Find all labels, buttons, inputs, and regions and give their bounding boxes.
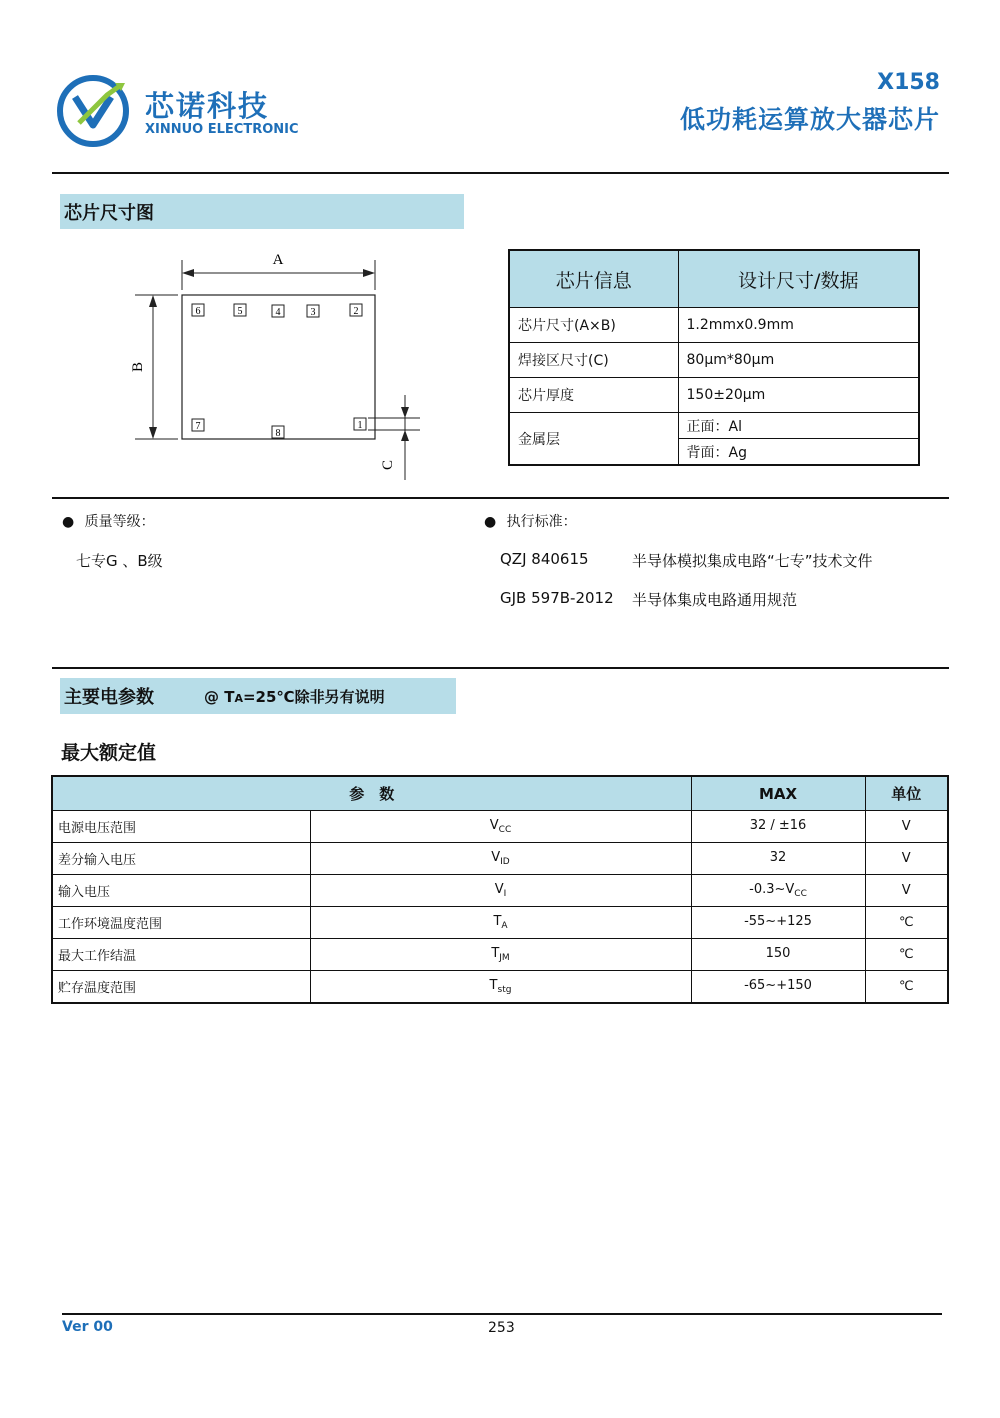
chip-dimension-diagram xyxy=(120,245,440,490)
header-divider xyxy=(52,172,949,174)
info-name: 芯片尺寸(A×B) xyxy=(509,308,678,343)
section-divider xyxy=(52,497,949,499)
pad-label: 7 xyxy=(195,421,201,432)
param-max: -55~+125 xyxy=(691,907,865,939)
standard-desc: 半导体集成电路通用规范 xyxy=(632,591,798,609)
param-symbol: $T_{stg}$ xyxy=(310,971,691,1004)
param-symbol: $T_A$ xyxy=(310,907,691,939)
section-divider xyxy=(52,667,949,669)
footer-divider xyxy=(62,1313,942,1315)
param-name: 贮存温度范围 xyxy=(52,971,310,1004)
pad-label: 3 xyxy=(310,307,316,318)
param-header: 参 数 xyxy=(52,776,691,811)
product-model: X158 xyxy=(877,70,940,95)
page-number: 253 xyxy=(488,1320,515,1336)
param-unit: V xyxy=(865,843,948,875)
quality-label: ● 质量等级： xyxy=(62,514,155,530)
info-name: 芯片厚度 xyxy=(509,378,678,413)
param-unit: ℃ xyxy=(865,939,948,971)
param-name: 输入电压 xyxy=(52,875,310,907)
table-row xyxy=(509,308,919,343)
info-value: 150±20μm xyxy=(678,378,919,413)
company-logo xyxy=(55,73,131,149)
metal-front: 正面：Al xyxy=(678,413,919,439)
table-row xyxy=(52,811,948,843)
logo-emblem-icon xyxy=(55,73,131,149)
company-name-en: XINNUO ELECTRONIC xyxy=(145,122,299,137)
param-symbol: $V_{ID}$ xyxy=(310,843,691,875)
param-symbol: $T_{JM}$ xyxy=(310,939,691,971)
metal-back: 背面：Ag xyxy=(678,439,919,466)
electrical-condition: @ TA=25℃除非另有说明 xyxy=(204,687,385,706)
param-name: 最大工作结温 xyxy=(52,939,310,971)
quality-value: 七专G 、B级 xyxy=(76,552,163,570)
pad-label: 1 xyxy=(357,420,363,431)
pad-label: 6 xyxy=(195,306,201,317)
dimension-a-label: A xyxy=(272,252,284,268)
table-row xyxy=(52,843,948,875)
pad-label: 2 xyxy=(353,306,359,317)
param-unit: V xyxy=(865,875,948,907)
max-header: MAX xyxy=(691,776,865,811)
chip-info-header: 芯片信息 xyxy=(509,250,678,308)
param-name: 电源电压范围 xyxy=(52,811,310,843)
dimension-b-label: B xyxy=(130,361,146,373)
table-row xyxy=(509,343,919,378)
param-max: 32 xyxy=(691,843,865,875)
param-max: 150 xyxy=(691,939,865,971)
param-max: 32 / ±16 xyxy=(691,811,865,843)
design-data-header: 设计尺寸/数据 xyxy=(678,250,919,308)
table-row xyxy=(509,378,919,413)
chip-section-title xyxy=(60,194,464,229)
info-value: 80μm*80μm xyxy=(678,343,919,378)
table-row xyxy=(509,413,919,439)
bullet-icon: ● xyxy=(62,514,75,530)
info-name: 金属层 xyxy=(509,413,678,466)
table-row xyxy=(52,907,948,939)
standards-label: ● 执行标准： xyxy=(484,514,577,530)
pad-label: 5 xyxy=(237,306,243,317)
electrical-section-title xyxy=(60,678,456,714)
bullet-icon: ● xyxy=(484,514,497,530)
param-name: 工作环境温度范围 xyxy=(52,907,310,939)
pad-label: 8 xyxy=(275,428,281,439)
standard-code: QZJ 840615 xyxy=(500,550,589,568)
param-name: 差分输入电压 xyxy=(52,843,310,875)
info-name: 焊接区尺寸(C) xyxy=(509,343,678,378)
standard-code: GJB 597B-2012 xyxy=(500,589,614,607)
param-unit: V xyxy=(865,811,948,843)
dimension-c-label: C xyxy=(380,459,396,471)
max-ratings-table xyxy=(51,775,949,1004)
param-unit: ℃ xyxy=(865,907,948,939)
pad-label: 4 xyxy=(275,307,281,318)
info-value: 1.2mmx0.9mm xyxy=(678,308,919,343)
param-symbol: $V_{CC}$ xyxy=(310,811,691,843)
unit-header: 单位 xyxy=(865,776,948,811)
table-row xyxy=(52,939,948,971)
param-symbol: $V_I$ xyxy=(310,875,691,907)
document-version: Ver 00 xyxy=(62,1319,113,1335)
electrical-title-text: 主要电参数 xyxy=(64,687,154,708)
table-row xyxy=(52,971,948,1004)
standard-desc: 半导体模拟集成电路“七专”技术文件 xyxy=(632,552,873,570)
max-ratings-title: 最大额定值 xyxy=(61,742,157,764)
param-unit: ℃ xyxy=(865,971,948,1004)
product-subtitle: 低功耗运算放大器芯片 xyxy=(679,105,940,134)
table-row xyxy=(52,875,948,907)
company-name-cn: 芯诺科技 xyxy=(145,89,270,123)
param-max: $-0.3\sim V_{CC}$ xyxy=(691,875,865,907)
chip-info-table xyxy=(508,249,920,466)
chip-section-title-text: 芯片尺寸图 xyxy=(64,202,154,224)
param-max: -65~+150 xyxy=(691,971,865,1004)
